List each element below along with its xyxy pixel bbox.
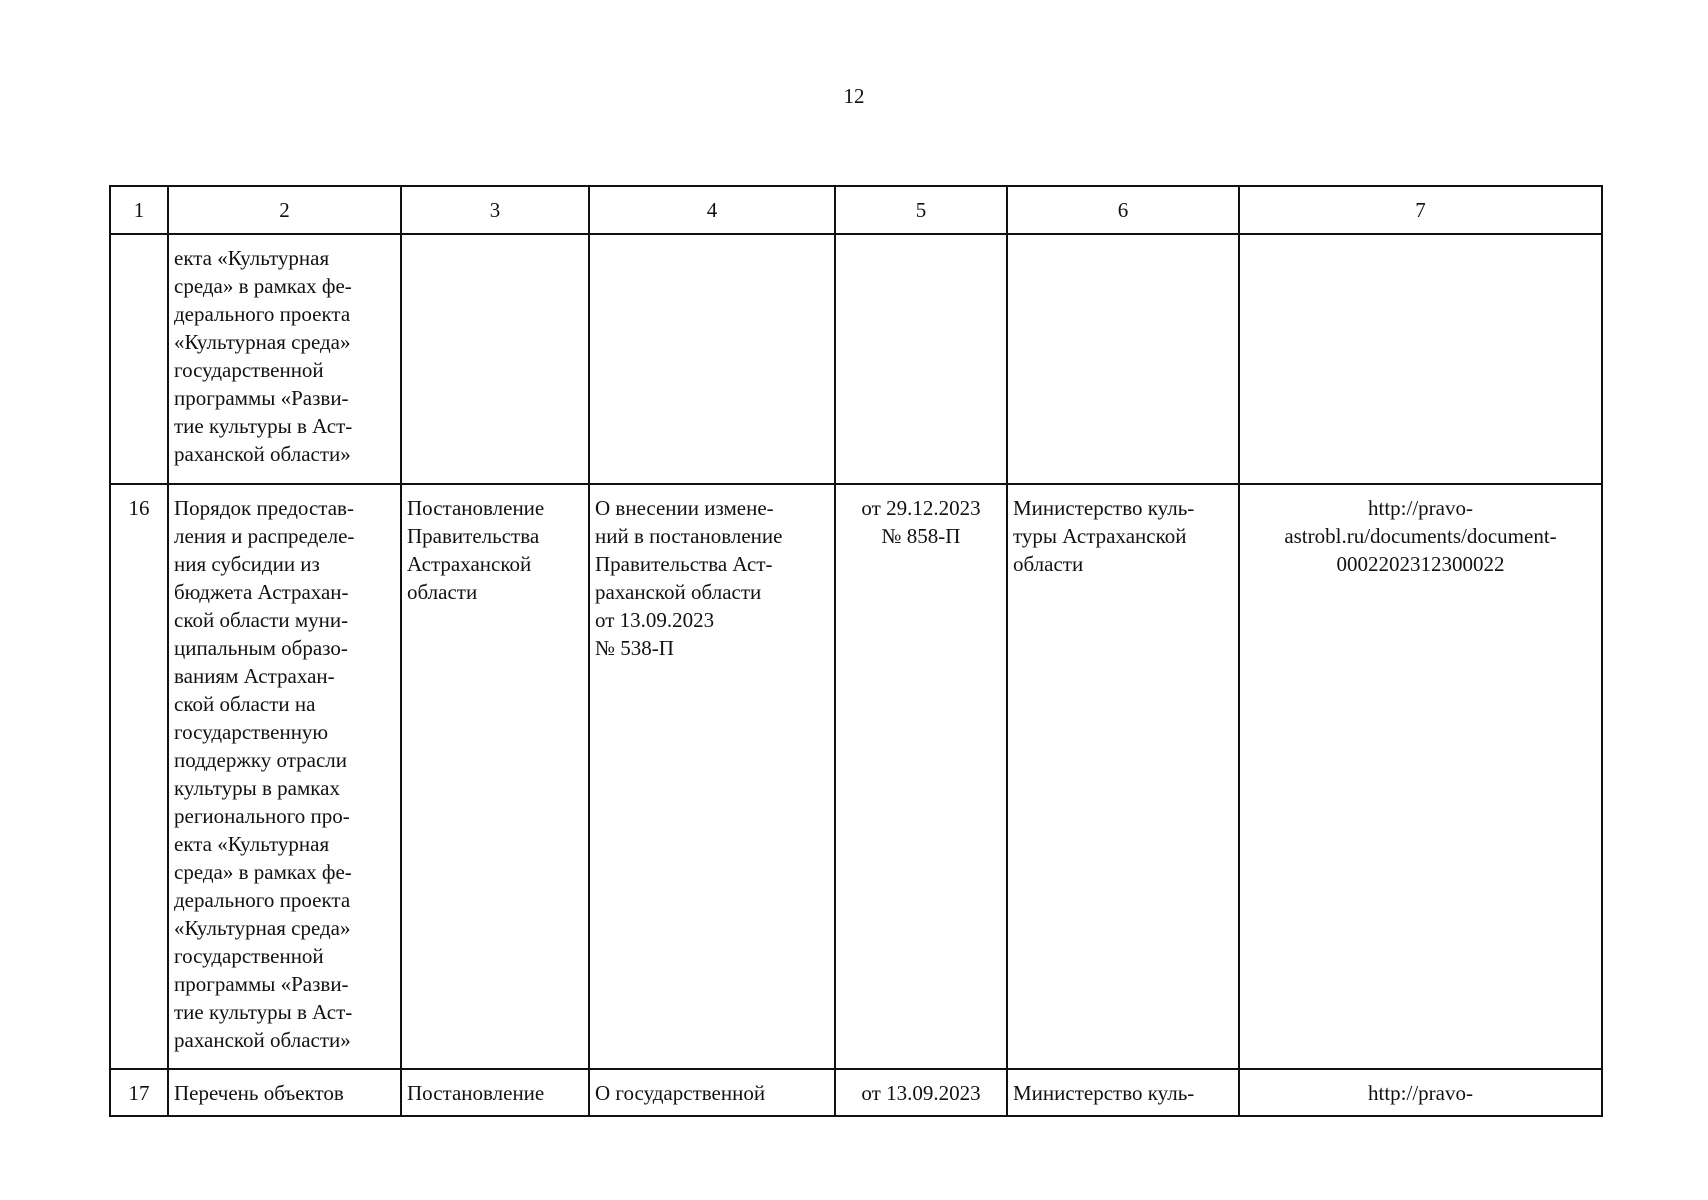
column-header-3: 3 <box>401 186 589 234</box>
publication-url-cell <box>1239 234 1602 484</box>
cell-text-line: раханской области <box>595 580 762 604</box>
cell-text-line: О государственной <box>595 1081 766 1105</box>
table-row <box>110 484 1602 1069</box>
page-number: 12 <box>843 84 865 108</box>
document-name-cell <box>168 484 401 1069</box>
header-row <box>110 186 1602 234</box>
agency-cell <box>1007 1069 1239 1116</box>
cell-text-line[interactable]: http://pravo- <box>1368 496 1473 520</box>
cell-text-line: области <box>1013 552 1084 576</box>
publication-url-cell <box>1239 484 1602 1069</box>
document-type-cell <box>401 234 589 484</box>
cell-text-line: области <box>407 580 478 604</box>
publication-url-cell <box>1239 1069 1602 1116</box>
column-header-7: 7 <box>1239 186 1602 234</box>
cell-text-line: ципальным образо- <box>174 636 348 660</box>
cell-text-line: среда» в рамках фе- <box>174 860 352 884</box>
cell-text-line: ской области на <box>174 692 316 716</box>
cell-text-line: бюджета Астрахан- <box>174 580 349 604</box>
agency-cell <box>1007 234 1239 484</box>
cell-text-line: программы «Разви- <box>174 386 349 410</box>
cell-text-line: «Культурная среда» <box>174 330 351 354</box>
cell-text-line: Постановление <box>407 1081 545 1105</box>
cell-text-line: дерального проекта <box>174 888 351 912</box>
document-date-cell <box>835 1069 1007 1116</box>
document-date-cell <box>835 484 1007 1069</box>
row-number-cell: 16 <box>110 484 168 1069</box>
cell-text-line: Порядок предостав- <box>174 496 354 520</box>
document-type-cell <box>401 1069 589 1116</box>
cell-text-line: екта «Культурная <box>174 246 330 270</box>
document-name-cell <box>168 234 401 484</box>
cell-text-line: тие культуры в Аст- <box>174 1000 353 1024</box>
cell-text-line: Постановление <box>407 496 545 520</box>
document-date-cell <box>835 234 1007 484</box>
document-title-cell <box>589 234 835 484</box>
row-number-cell <box>110 234 168 484</box>
column-header-6: 6 <box>1007 186 1239 234</box>
document-name-cell <box>168 1069 401 1116</box>
legal-acts-table <box>109 185 1603 1117</box>
cell-text-line: государственной <box>174 944 324 968</box>
cell-text-line: екта «Культурная <box>174 832 330 856</box>
cell-text-line: тие культуры в Аст- <box>174 414 353 438</box>
cell-text-line: раханской области» <box>174 1028 351 1052</box>
cell-text-line: № 858-П <box>881 524 961 548</box>
cell-text-line: Министерство куль- <box>1013 496 1195 520</box>
cell-text-line: Перечень объектов <box>174 1081 344 1105</box>
cell-text-line: ваниям Астрахан- <box>174 664 335 688</box>
cell-text-line: Правительства Аст- <box>595 552 773 576</box>
cell-text-line: программы «Разви- <box>174 972 349 996</box>
cell-text-line: государственной <box>174 358 324 382</box>
cell-text-line: от 13.09.2023 <box>861 1081 981 1105</box>
table-row <box>110 234 1602 484</box>
cell-text-line: среда» в рамках фе- <box>174 274 352 298</box>
column-header-1: 1 <box>110 186 168 234</box>
cell-text-line: поддержку отрасли <box>174 748 348 772</box>
cell-text-line[interactable]: 0002202312300022 <box>1336 552 1505 576</box>
column-header-4: 4 <box>589 186 835 234</box>
cell-text-line: ской области муни- <box>174 608 349 632</box>
cell-text-line: от 13.09.2023 <box>595 608 715 632</box>
cell-text-line[interactable]: astrobl.ru/documents/document- <box>1284 524 1557 548</box>
cell-text-line: «Культурная среда» <box>174 916 351 940</box>
cell-text-line: дерального проекта <box>174 302 351 326</box>
cell-text-line: культуры в рамках <box>174 776 340 800</box>
cell-text-line: туры Астраханской <box>1013 524 1187 548</box>
cell-text-line: раханской области» <box>174 442 351 466</box>
cell-text-line: ления и распределе- <box>174 524 355 548</box>
cell-text-line: ний в постановление <box>595 524 783 548</box>
cell-text-line: государственную <box>174 720 329 744</box>
cell-text-line: регионального про- <box>174 804 350 828</box>
document-type-cell <box>401 484 589 1069</box>
column-header-5: 5 <box>835 186 1007 234</box>
cell-text-line: ния субсидии из <box>174 552 320 576</box>
cell-text-line[interactable]: http://pravo- <box>1368 1081 1473 1105</box>
cell-text-line: № 538-П <box>595 636 674 660</box>
table-row <box>110 1069 1602 1116</box>
cell-text-line: Министерство куль- <box>1013 1081 1195 1105</box>
row-number-cell: 17 <box>110 1069 168 1116</box>
cell-text-line: Правительства <box>407 524 540 548</box>
document-title-cell <box>589 1069 835 1116</box>
cell-text-line: от 29.12.2023 <box>861 496 981 520</box>
document-title-cell <box>589 484 835 1069</box>
column-header-2: 2 <box>168 186 401 234</box>
cell-text-line: О внесении измене- <box>595 496 774 520</box>
agency-cell <box>1007 484 1239 1069</box>
cell-text-line: Астраханской <box>407 552 532 576</box>
